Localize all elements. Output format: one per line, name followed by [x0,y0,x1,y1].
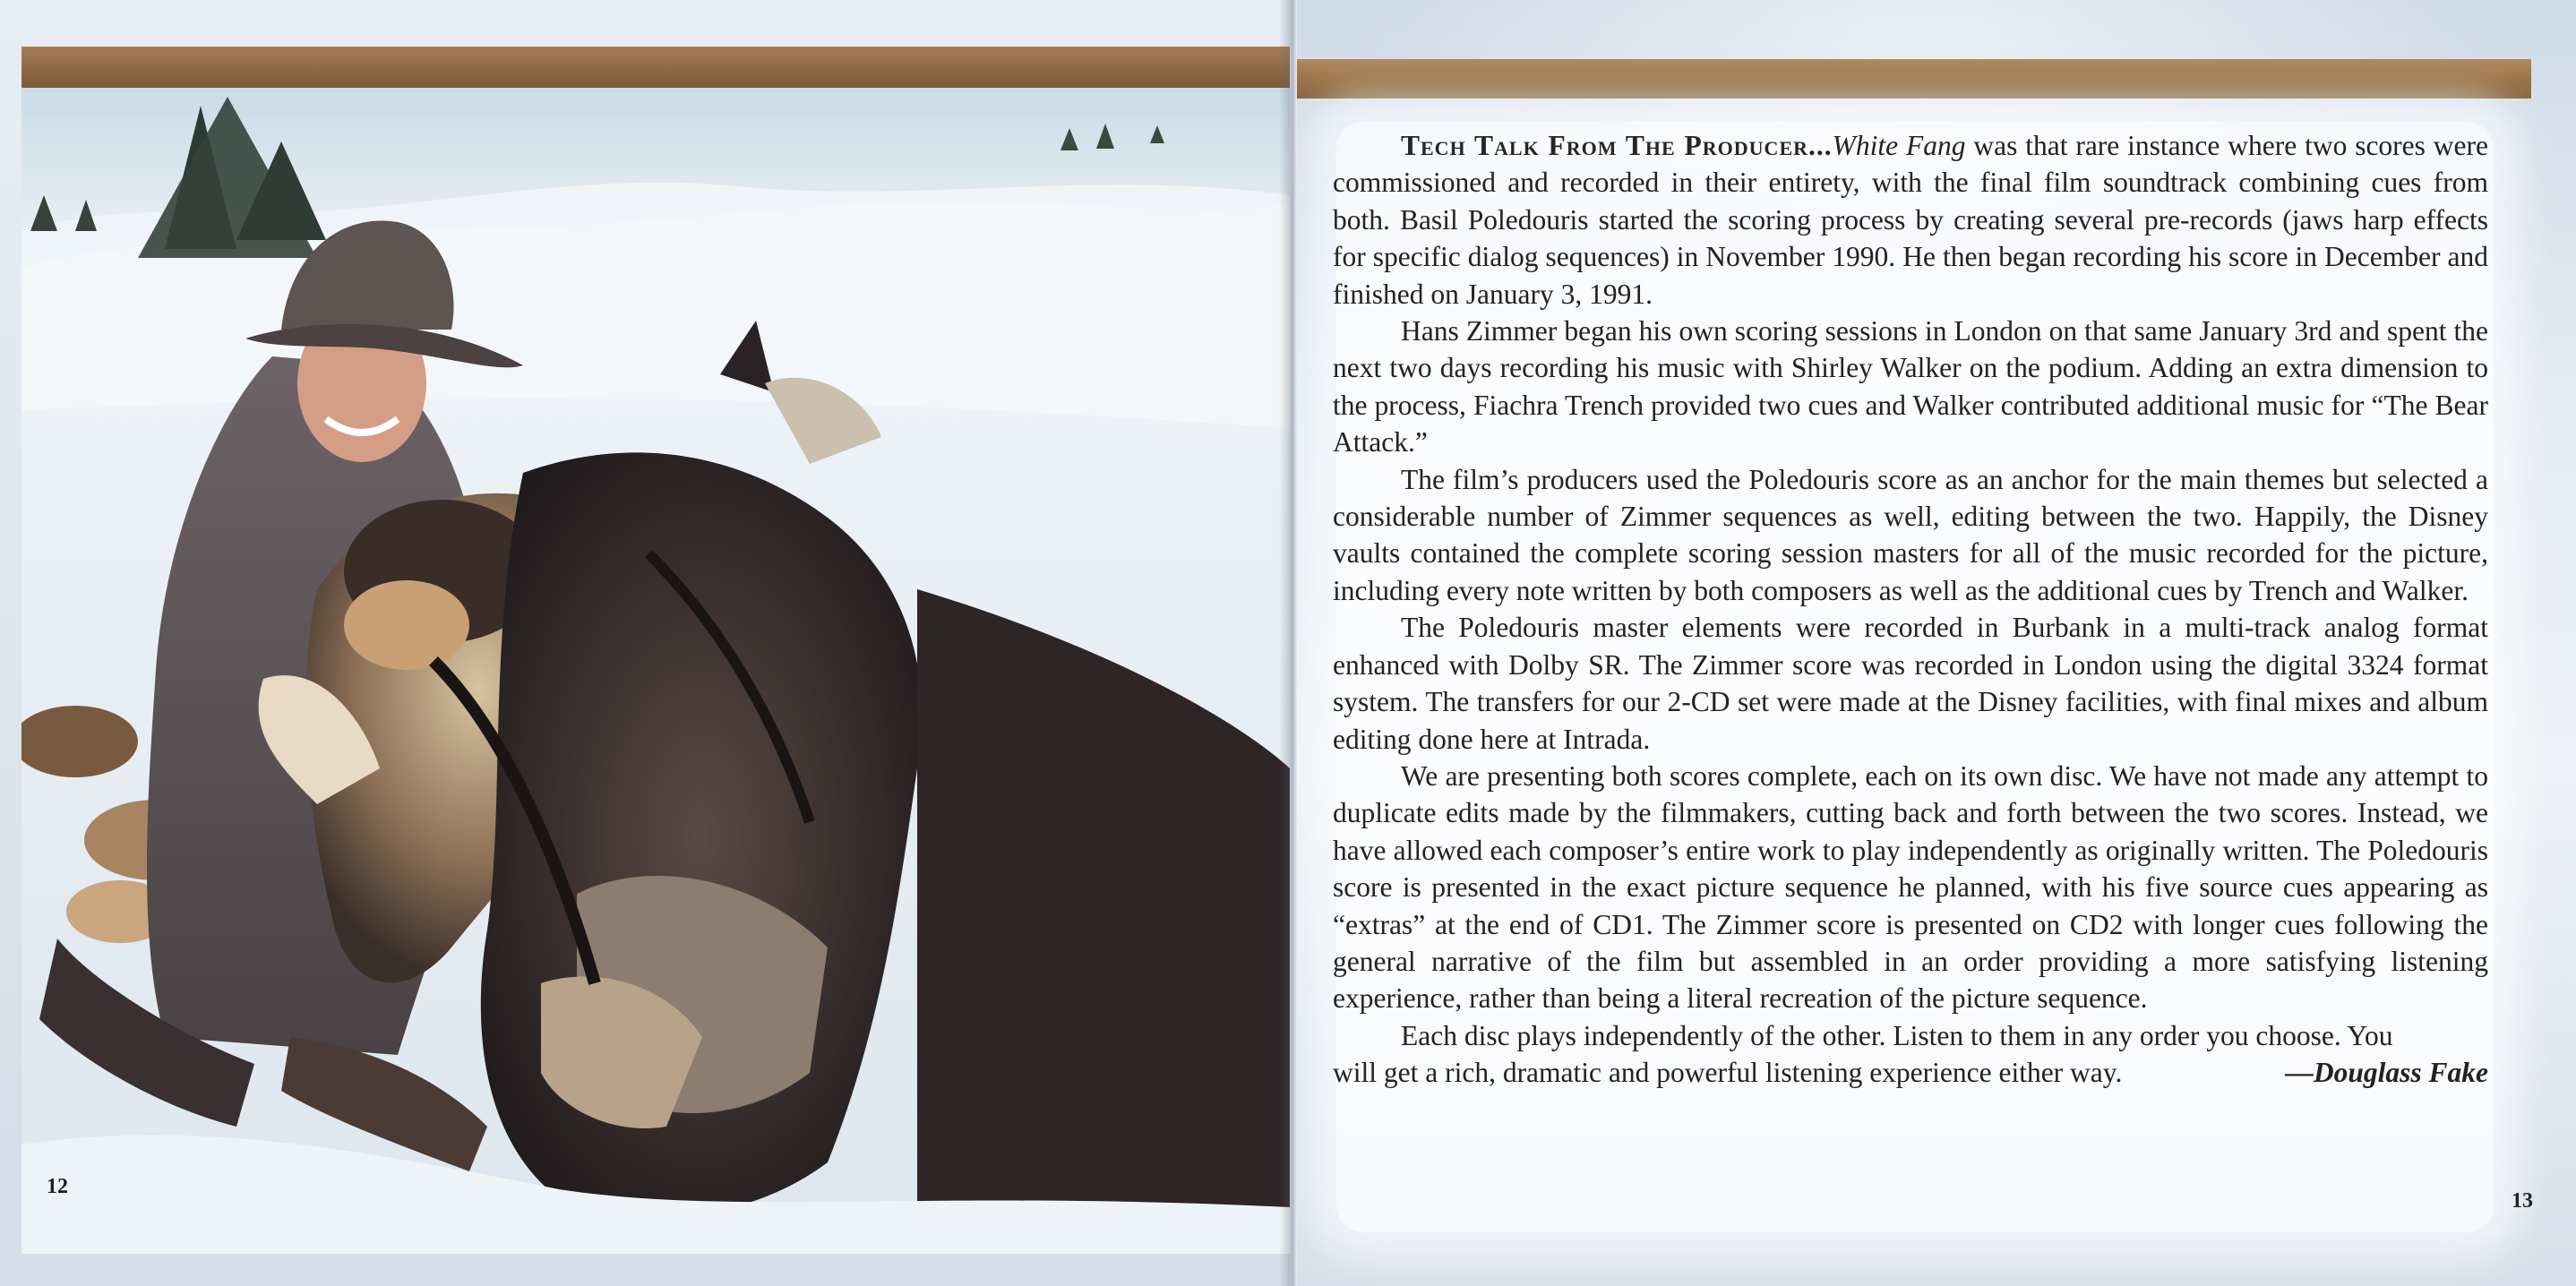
page-number-left: 12 [47,1175,68,1198]
paragraph-4: The Poledouris master elements were recorded in Burbank in a multi-track analog format enhanced with Dolby SR. The Zimmer score was recorded in London using the digital 3324 format system. The transfers for our 2-CD set were made at the Disney facilities, with final mixes and album editing done here at Intrada. [1333,612,2488,755]
film-title: White Fang [1832,130,1966,161]
paragraph-6-end: will get a rich, dramatic and powerful listening experience either way. [1333,1057,2123,1089]
paragraph-5: We are presenting both scores complete, each on its own disc. We have not made any attempt to duplicate edits made by the filmmakers, cutting back and forth between the two scores. Instead, we have allowed each composer’s entire work to play independently as originally written. The Poledouris score is presented in the exact picture sequence he planned, with his five source cues appearing as “extras” at the end of CD1. The Zimmer score is presented on CD2 with longer cues following the general narrative of the film but assembled in an order providing a more satisfying listening experience, rather than being a literal recreation of the picture sequence. [1333,759,2488,1015]
paragraph-1 [1333,127,2488,313]
author-signature: —Douglass Fake [2285,1057,2488,1089]
decorative-band [1297,59,2531,99]
photo-man-with-sled-dogs [21,88,1290,1254]
page-number-right: 13 [2512,1189,2533,1213]
paragraph-3: The film’s producers used the Poledouris score as an anchor for the main themes but selected a considerable number of Zimmer sequences as well, editing between the two. Happily, the Disney vaults contained the complete scoring session masters for all of the music recorded for the picture, including every note written by both composers as well as the additional cues by Trench and Walker. [1333,463,2488,606]
liner-notes-article [1333,127,2488,1092]
paragraph-6: Each disc plays independently of the other. Listen to them in any order you choose. You [1401,1019,2393,1051]
right-page [1297,0,2576,1286]
paragraph-1-text: was that rare instance where two scores were commissioned and recorded in their entirety, with the final film soundtrack combining cues from both. Basil Poledouris started the scoring process by creating several pre-records (jaws harp effects for specific dialog sequences) in November 1990. He then began recording his score in December and finished on January 3, 1991. [1333,130,2488,310]
decorative-band [21,47,1290,88]
paragraph-2: Hans Zimmer began his own scoring sessions in London on that same January 3rd and spent the next two days recording his music with Shirley Walker on the podium. Adding an extra dimension to the process, Fiachra Trench provided two cues and Walker contributed additional music for “The Bear Attack.” [1333,315,2488,459]
article-heading: Tech Talk From The Producer... [1401,130,1833,161]
closing-line [1333,1054,2488,1091]
